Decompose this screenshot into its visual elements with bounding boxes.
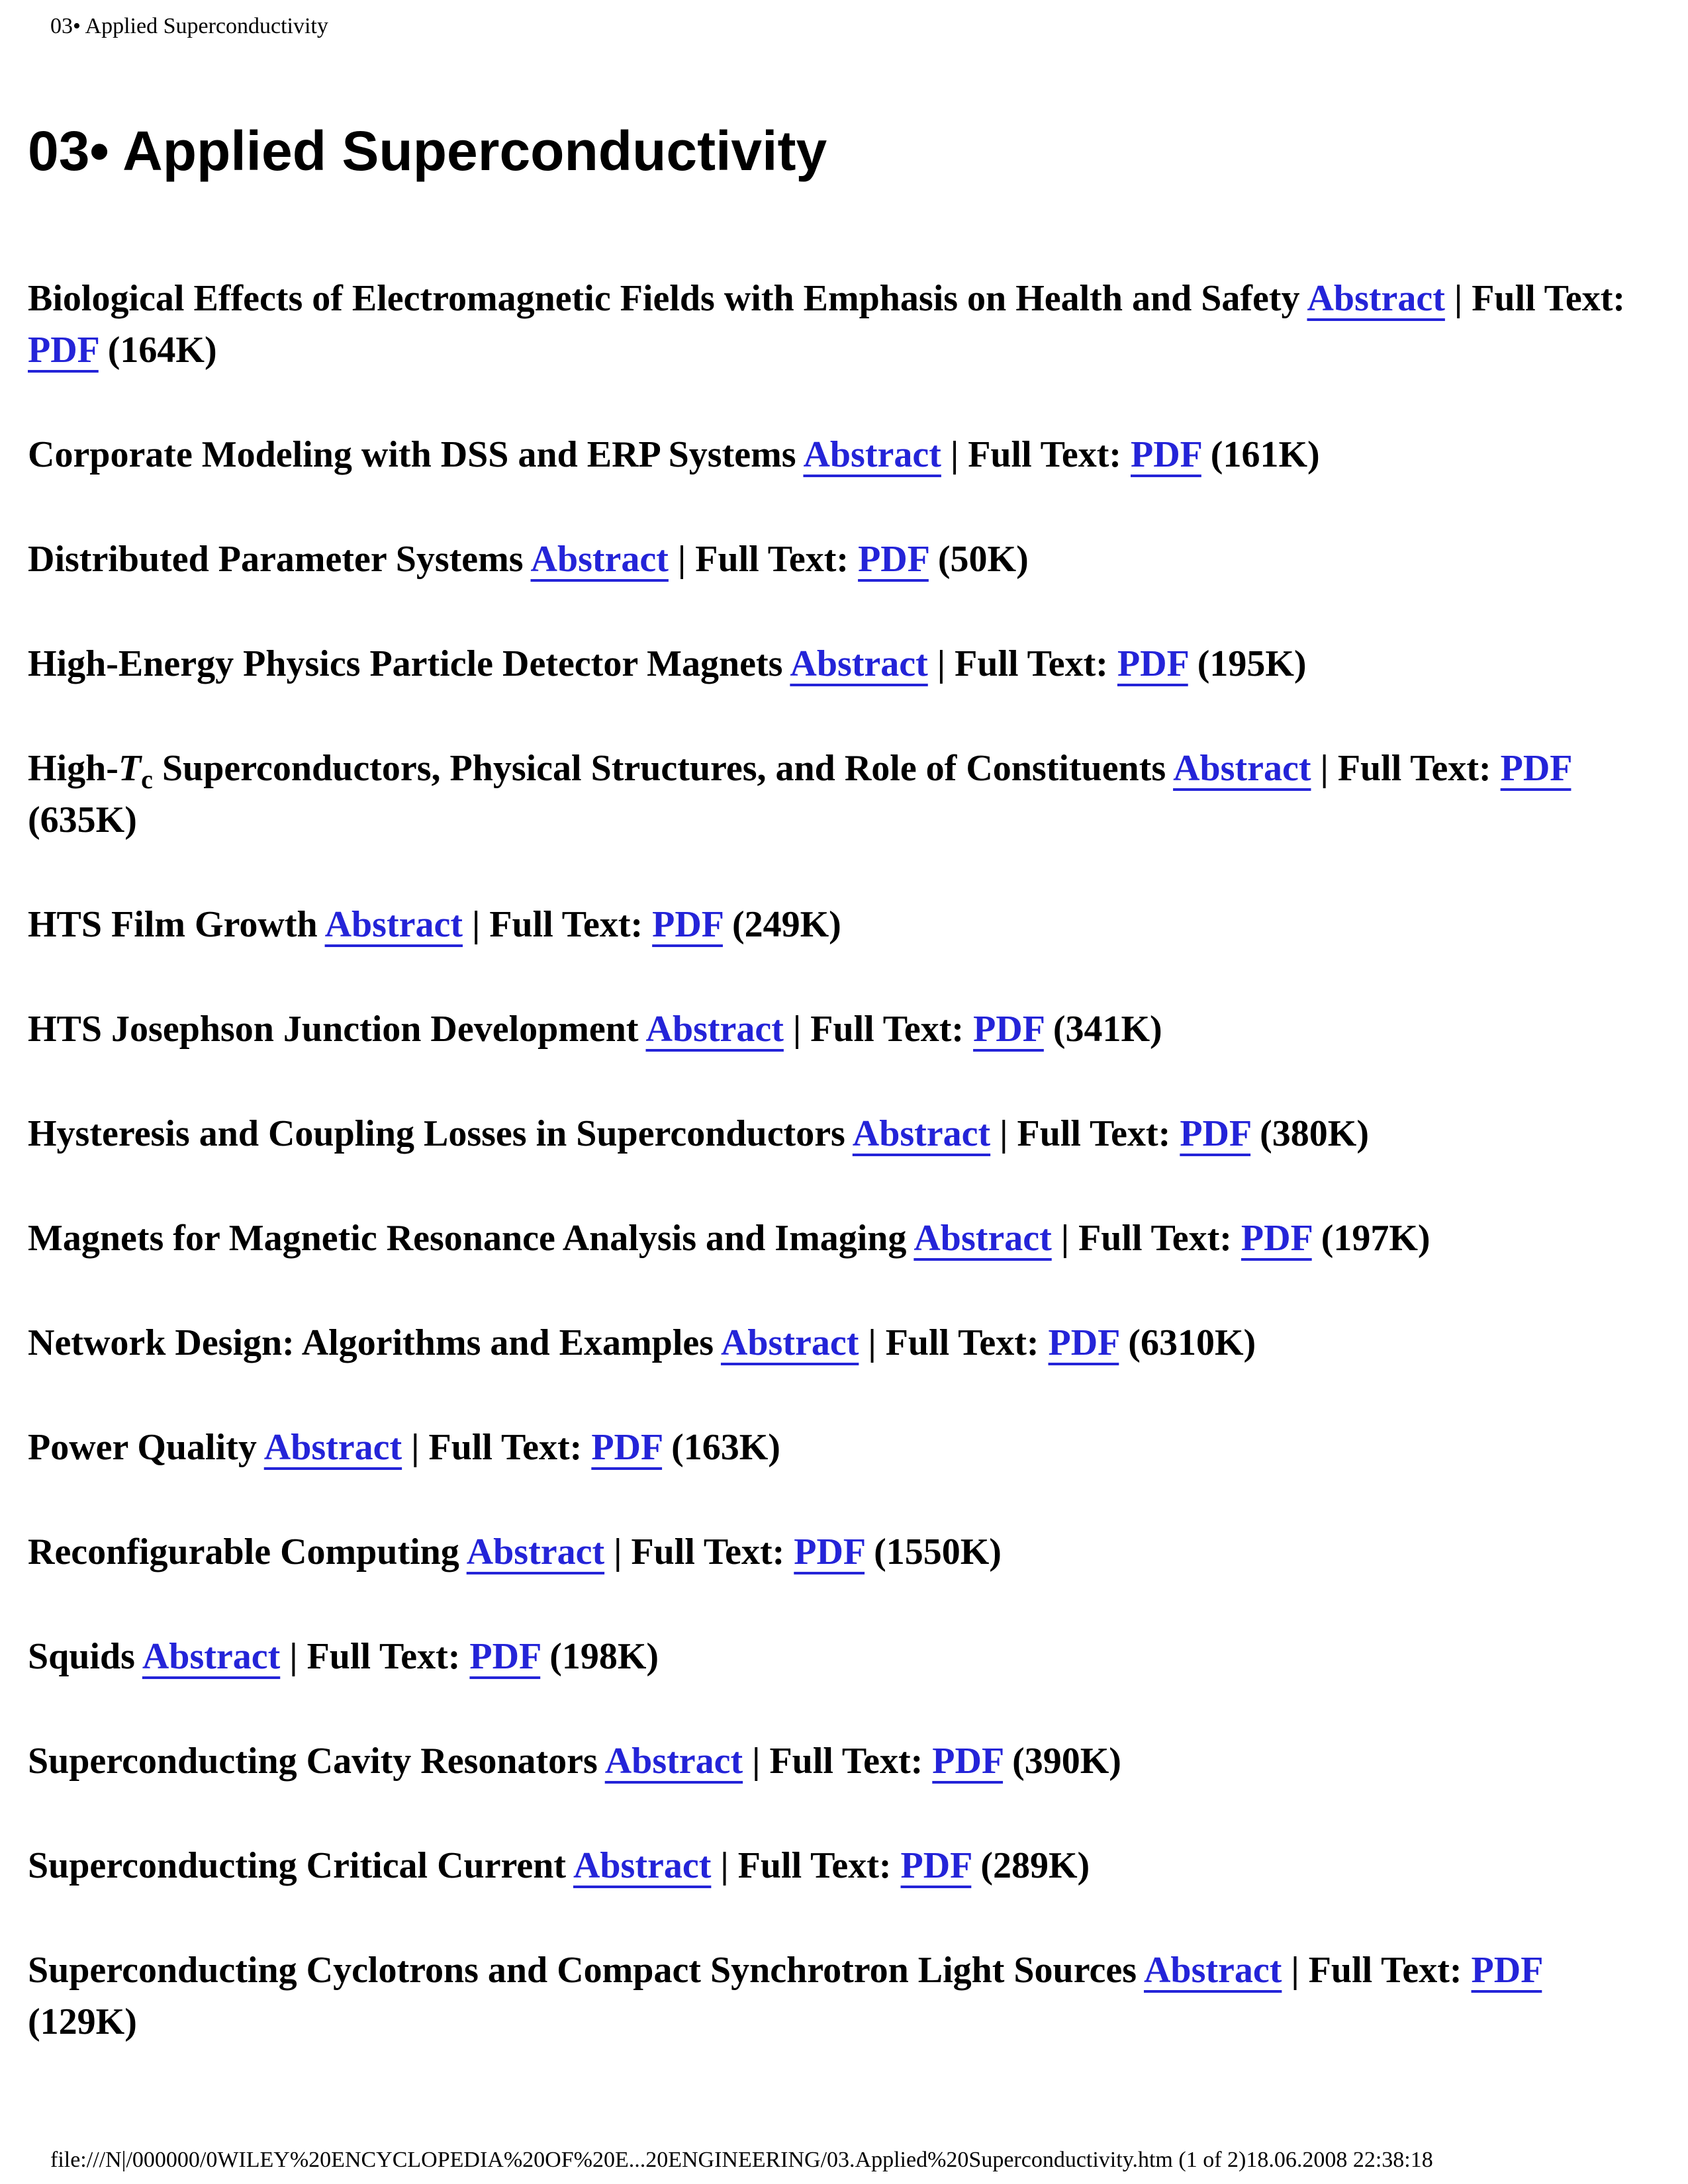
entry-title: Superconducting Cyclotrons and Compact Synchrotron Light Sources bbox=[28, 1950, 1137, 1991]
separator: | bbox=[792, 1009, 802, 1050]
pdf-link[interactable]: PDF bbox=[1117, 643, 1188, 684]
list-item bbox=[28, 1526, 1656, 1578]
file-size: (161K) bbox=[1210, 434, 1320, 475]
file-size: (635K) bbox=[28, 799, 137, 841]
list-item bbox=[28, 743, 1656, 846]
separator: | bbox=[411, 1427, 420, 1468]
entry-title: Distributed Parameter Systems bbox=[28, 539, 524, 580]
separator: | bbox=[471, 904, 481, 945]
abstract-link[interactable]: Abstract bbox=[1173, 748, 1311, 789]
list-item bbox=[28, 1840, 1656, 1891]
separator: | bbox=[614, 1531, 622, 1572]
entry-title: High-Energy Physics Particle Detector Magnets bbox=[28, 643, 783, 684]
full-text-label: Full Text: bbox=[428, 1427, 583, 1468]
pdf-link[interactable]: PDF bbox=[858, 539, 929, 580]
tc-symbol: T bbox=[118, 748, 142, 789]
entry-title: Reconfigurable Computing bbox=[28, 1531, 459, 1572]
entry-title: Hysteresis and Coupling Losses in Superconductors bbox=[28, 1113, 845, 1154]
file-size: (197K) bbox=[1321, 1218, 1430, 1259]
abstract-link[interactable]: Abstract bbox=[573, 1845, 712, 1886]
pdf-link[interactable]: PDF bbox=[1131, 434, 1201, 475]
list-item bbox=[28, 429, 1656, 480]
list-item bbox=[28, 273, 1656, 376]
pdf-link[interactable]: PDF bbox=[900, 1845, 972, 1886]
tc-subscript: c bbox=[141, 764, 153, 794]
file-size: (390K) bbox=[1012, 1741, 1121, 1782]
separator: | bbox=[677, 539, 686, 580]
full-text-label: Full Text: bbox=[955, 643, 1108, 684]
abstract-link[interactable]: Abstract bbox=[530, 539, 669, 580]
pdf-link[interactable]: PDF bbox=[1180, 1113, 1251, 1154]
abstract-link[interactable]: Abstract bbox=[803, 434, 941, 475]
file-size: (198K) bbox=[549, 1636, 659, 1677]
abstract-link[interactable]: Abstract bbox=[645, 1009, 784, 1050]
page-title: 03• Applied Superconductivity bbox=[28, 120, 827, 182]
pdf-link[interactable]: PDF bbox=[469, 1636, 541, 1677]
list-item bbox=[28, 1944, 1656, 2048]
entry-title: HTS Film Growth bbox=[28, 904, 318, 945]
separator: | bbox=[752, 1741, 761, 1782]
entry-title: Superconducting Critical Current bbox=[28, 1845, 567, 1886]
list-item bbox=[28, 1317, 1656, 1369]
full-text-label: Full Text: bbox=[306, 1636, 461, 1677]
abstract-link[interactable]: Abstract bbox=[142, 1636, 281, 1677]
separator: | bbox=[868, 1322, 876, 1363]
full-text-label: Full Text: bbox=[1078, 1218, 1232, 1259]
entry-list bbox=[28, 273, 1656, 2101]
full-text-label: Full Text: bbox=[1017, 1113, 1171, 1154]
abstract-link[interactable]: Abstract bbox=[790, 643, 928, 684]
file-size: (163K) bbox=[671, 1427, 780, 1468]
entry-title: Power Quality bbox=[28, 1427, 257, 1468]
separator: | bbox=[720, 1845, 729, 1886]
pdf-link[interactable]: PDF bbox=[932, 1741, 1004, 1782]
full-text-label: Full Text: bbox=[695, 539, 849, 580]
separator: | bbox=[1320, 748, 1329, 789]
list-item bbox=[28, 1212, 1656, 1264]
separator: | bbox=[937, 643, 946, 684]
file-size: (50K) bbox=[937, 539, 1029, 580]
pdf-link[interactable]: PDF bbox=[591, 1427, 663, 1468]
abstract-link[interactable]: Abstract bbox=[1143, 1950, 1282, 1991]
list-item bbox=[28, 533, 1656, 585]
list-item bbox=[28, 1735, 1656, 1787]
pdf-link[interactable]: PDF bbox=[652, 904, 723, 945]
file-size: (6310K) bbox=[1128, 1322, 1256, 1363]
full-text-label: Full Text: bbox=[810, 1009, 964, 1050]
entry-title bbox=[28, 748, 1166, 794]
abstract-link[interactable]: Abstract bbox=[324, 904, 463, 945]
full-text-label: Full Text: bbox=[769, 1741, 923, 1782]
full-text-label: Full Text: bbox=[489, 904, 643, 945]
pdf-link[interactable]: PDF bbox=[794, 1531, 865, 1572]
abstract-link[interactable]: Abstract bbox=[1307, 278, 1445, 319]
file-size: (1550K) bbox=[874, 1531, 1002, 1572]
entry-title: Magnets for Magnetic Resonance Analysis and Imaging bbox=[28, 1218, 907, 1259]
abstract-link[interactable]: Abstract bbox=[604, 1741, 743, 1782]
separator: | bbox=[1060, 1218, 1070, 1259]
full-text-label: Full Text: bbox=[1337, 748, 1491, 789]
abstract-link[interactable]: Abstract bbox=[852, 1113, 991, 1154]
list-item bbox=[28, 1631, 1656, 1682]
full-text-label: Full Text: bbox=[631, 1531, 785, 1572]
full-text-label: Full Text: bbox=[968, 434, 1122, 475]
pdf-link[interactable]: PDF bbox=[1500, 748, 1571, 789]
file-size: (195K) bbox=[1197, 643, 1307, 684]
entry-title: Corporate Modeling with DSS and ERP Systems bbox=[28, 434, 796, 475]
list-item bbox=[28, 1422, 1656, 1473]
entry-title: Superconducting Cavity Resonators bbox=[28, 1741, 598, 1782]
running-header: 03• Applied Superconductivity bbox=[50, 14, 328, 38]
file-size: (289K) bbox=[980, 1845, 1090, 1886]
abstract-link[interactable]: Abstract bbox=[263, 1427, 402, 1468]
separator: | bbox=[1454, 278, 1463, 319]
pdf-link[interactable]: PDF bbox=[1471, 1950, 1542, 1991]
list-item bbox=[28, 638, 1656, 690]
running-footer: file:///N|/000000/0WILEY%20ENCYCLOPEDIA%20OF%20E...20ENGINEERING/03.Applied%20Superconductivity.htm (1 of 2)18.06.2008 22:38:18 bbox=[50, 2148, 1433, 2172]
separator: | bbox=[289, 1636, 298, 1677]
separator: | bbox=[1291, 1950, 1299, 1991]
entry-title-prefix: High- bbox=[28, 748, 118, 789]
entry-title: Biological Effects of Electromagnetic Fields with Emphasis on Health and Safety bbox=[28, 278, 1300, 319]
entry-title: Network Design: Algorithms and Examples bbox=[28, 1322, 714, 1363]
pdf-link[interactable]: PDF bbox=[1048, 1322, 1119, 1363]
full-text-label: Full Text: bbox=[1472, 278, 1626, 319]
full-text-label: Full Text: bbox=[885, 1322, 1039, 1363]
separator: | bbox=[1000, 1113, 1008, 1154]
abstract-link[interactable]: Abstract bbox=[720, 1322, 859, 1363]
separator: | bbox=[950, 434, 959, 475]
full-text-label: Full Text: bbox=[737, 1845, 892, 1886]
entry-title: Squids bbox=[28, 1636, 135, 1677]
file-size: (249K) bbox=[731, 904, 841, 945]
pdf-link[interactable]: PDF bbox=[1241, 1218, 1312, 1259]
full-text-label: Full Text: bbox=[1308, 1950, 1462, 1991]
file-size: (129K) bbox=[28, 2001, 137, 2042]
entry-title: HTS Josephson Junction Development bbox=[28, 1009, 639, 1050]
pdf-link[interactable]: PDF bbox=[973, 1009, 1044, 1050]
file-size: (164K) bbox=[107, 330, 217, 371]
file-size: (341K) bbox=[1053, 1009, 1162, 1050]
entry-title-suffix: Superconductors, Physical Structures, and Role of Constituents bbox=[152, 748, 1166, 789]
abstract-link[interactable]: Abstract bbox=[914, 1218, 1052, 1259]
list-item bbox=[28, 1003, 1656, 1055]
list-item bbox=[28, 899, 1656, 950]
abstract-link[interactable]: Abstract bbox=[466, 1531, 605, 1572]
list-item bbox=[28, 1108, 1656, 1160]
pdf-link[interactable]: PDF bbox=[28, 330, 99, 371]
file-size: (380K) bbox=[1260, 1113, 1369, 1154]
